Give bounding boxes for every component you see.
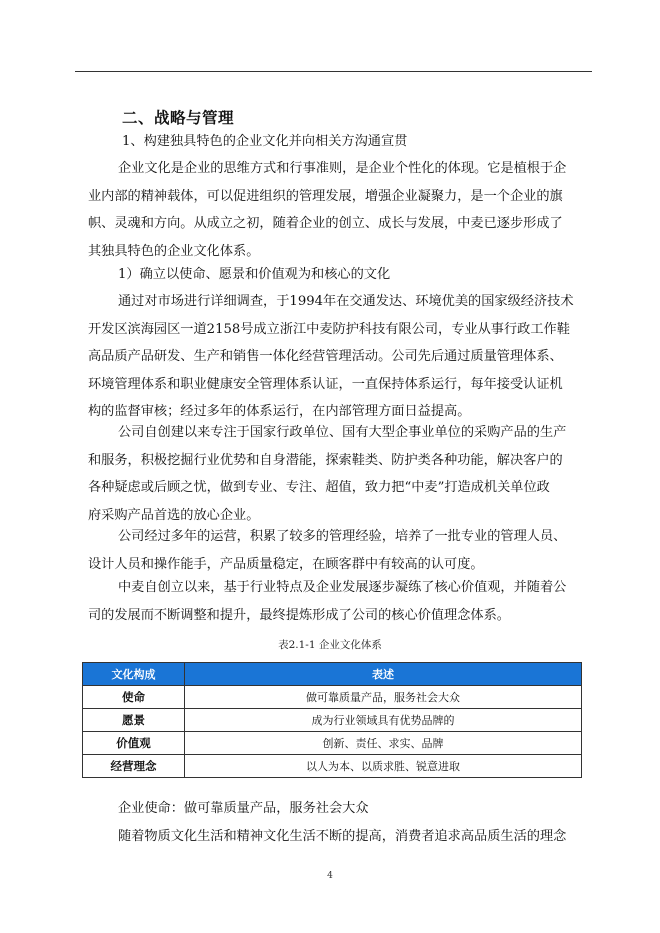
paragraph-line: 开发区滨海园区一道2158号成立浙江中麦防护科技有限公司，专业从事行政工作鞋 [88, 321, 570, 337]
paragraph-line: 帜、灵魂和方向。从成立之初，随着企业的创立、成长与发展，中麦已逐步形成了 [88, 216, 563, 232]
paragraph-line: 通过对市场进行详细调查，于1994年在交通发达、环境优美的国家级经济技术 [118, 294, 574, 309]
paragraph-experience [88, 523, 588, 578]
table-row [83, 732, 582, 755]
paragraph-line: 司的发展而不断调整和提升，最终提炼形成了公司的核心价值理念体系。 [88, 607, 510, 623]
paragraph-line: 环境管理体系和职业健康安全管理体系认证，一直保持体系运行，每年接受认证机 [88, 376, 563, 392]
table-cell-key: 价值观 [83, 732, 185, 755]
paragraph-line: 高品质产品研发、生产和销售一体化经营管理活动。公司先后通过质量管理体系、 [88, 349, 563, 365]
paragraph-culture [88, 155, 588, 265]
table-row [83, 709, 582, 732]
sub-title-1 [88, 261, 588, 289]
paragraph-line: 构的监督审核；经过多年的体系运行，在内部管理方面日益提高。 [88, 404, 471, 420]
table-cell-key: 经营理念 [83, 755, 185, 778]
item-title-1-text: 1、构建独具特色的企业文化并向相关方沟通宣贯 [122, 134, 408, 149]
culture-table [82, 662, 582, 778]
paragraph-line: 中麦自创立以来，基于行业特点及企业发展逐步凝练了核心价值观，并随着公 [118, 580, 567, 595]
paragraph-line: 公司自创建以来专注于国家行政单位、国有大型企事业单位的采购产品的生产 [118, 425, 567, 440]
paragraph-line: 业内部的精神载体，可以促进组织的管理发展，增强企业凝聚力，是一个企业的旗 [88, 188, 563, 204]
paragraph-line: 随着物质文化生活和精神文化生活不断的提高，消费者追求高品质生活的理念 [118, 829, 567, 844]
table-cell-value: 做可靠质量产品，服务社会大众 [185, 686, 582, 709]
paragraph-line: 设计人员和操作能手，产品质量稳定，在顾客群中有较高的认可度。 [88, 556, 484, 572]
table-cell-key: 使命 [83, 686, 185, 709]
page-number: 4 [327, 871, 333, 881]
paragraph-company [88, 288, 588, 426]
paragraph-values [88, 574, 588, 629]
table-caption: 表2.1-1 企业文化体系 [278, 639, 382, 651]
column-header: 文化构成 [83, 663, 185, 686]
paragraph-line: 府采购产品首选的放心企业。 [88, 507, 260, 523]
mission-line-text: 企业使命：做可靠质量产品，服务社会大众 [118, 801, 369, 816]
paragraph-line: 公司经过多年的运营，积累了较多的管理经验，培养了一批专业的管理人员、 [118, 529, 567, 544]
paragraph-line: 企业文化是企业的思维方式和行事准则，是企业个性化的体现。它是植根于企 [118, 161, 567, 176]
table-row [83, 686, 582, 709]
table-cell-value: 成为行业领域具有优势品牌的 [185, 709, 582, 732]
paragraph-line: 各种疑虑或后顾之忧，做到专业、专注、超值，致力把“中麦”打造成机关单位政 [88, 480, 550, 496]
section-heading: 二、战略与管理 [122, 109, 235, 127]
table-row [83, 755, 582, 778]
table-cell-value: 创新、责任、求实、品牌 [185, 732, 582, 755]
table-cell-key: 愿景 [83, 709, 185, 732]
mission-line [88, 795, 588, 823]
table-cell-value: 以人为本、以质求胜、锐意进取 [185, 755, 582, 778]
paragraph-last [88, 823, 588, 851]
paragraph-focus [88, 419, 588, 529]
paragraph-line: 其独具特色的企业文化体系。 [88, 243, 260, 259]
sub-title-1-text: 1）确立以使命、愿景和价值观为和核心的文化 [118, 267, 391, 282]
paragraph-line: 和服务，积极挖掘行业优势和自身潜能，探索鞋类、防护类各种功能，解决客户的 [88, 452, 563, 468]
table-header-row [83, 663, 582, 686]
item-title-1 [88, 128, 588, 156]
column-header: 表述 [185, 663, 582, 686]
header-rule [75, 71, 592, 72]
